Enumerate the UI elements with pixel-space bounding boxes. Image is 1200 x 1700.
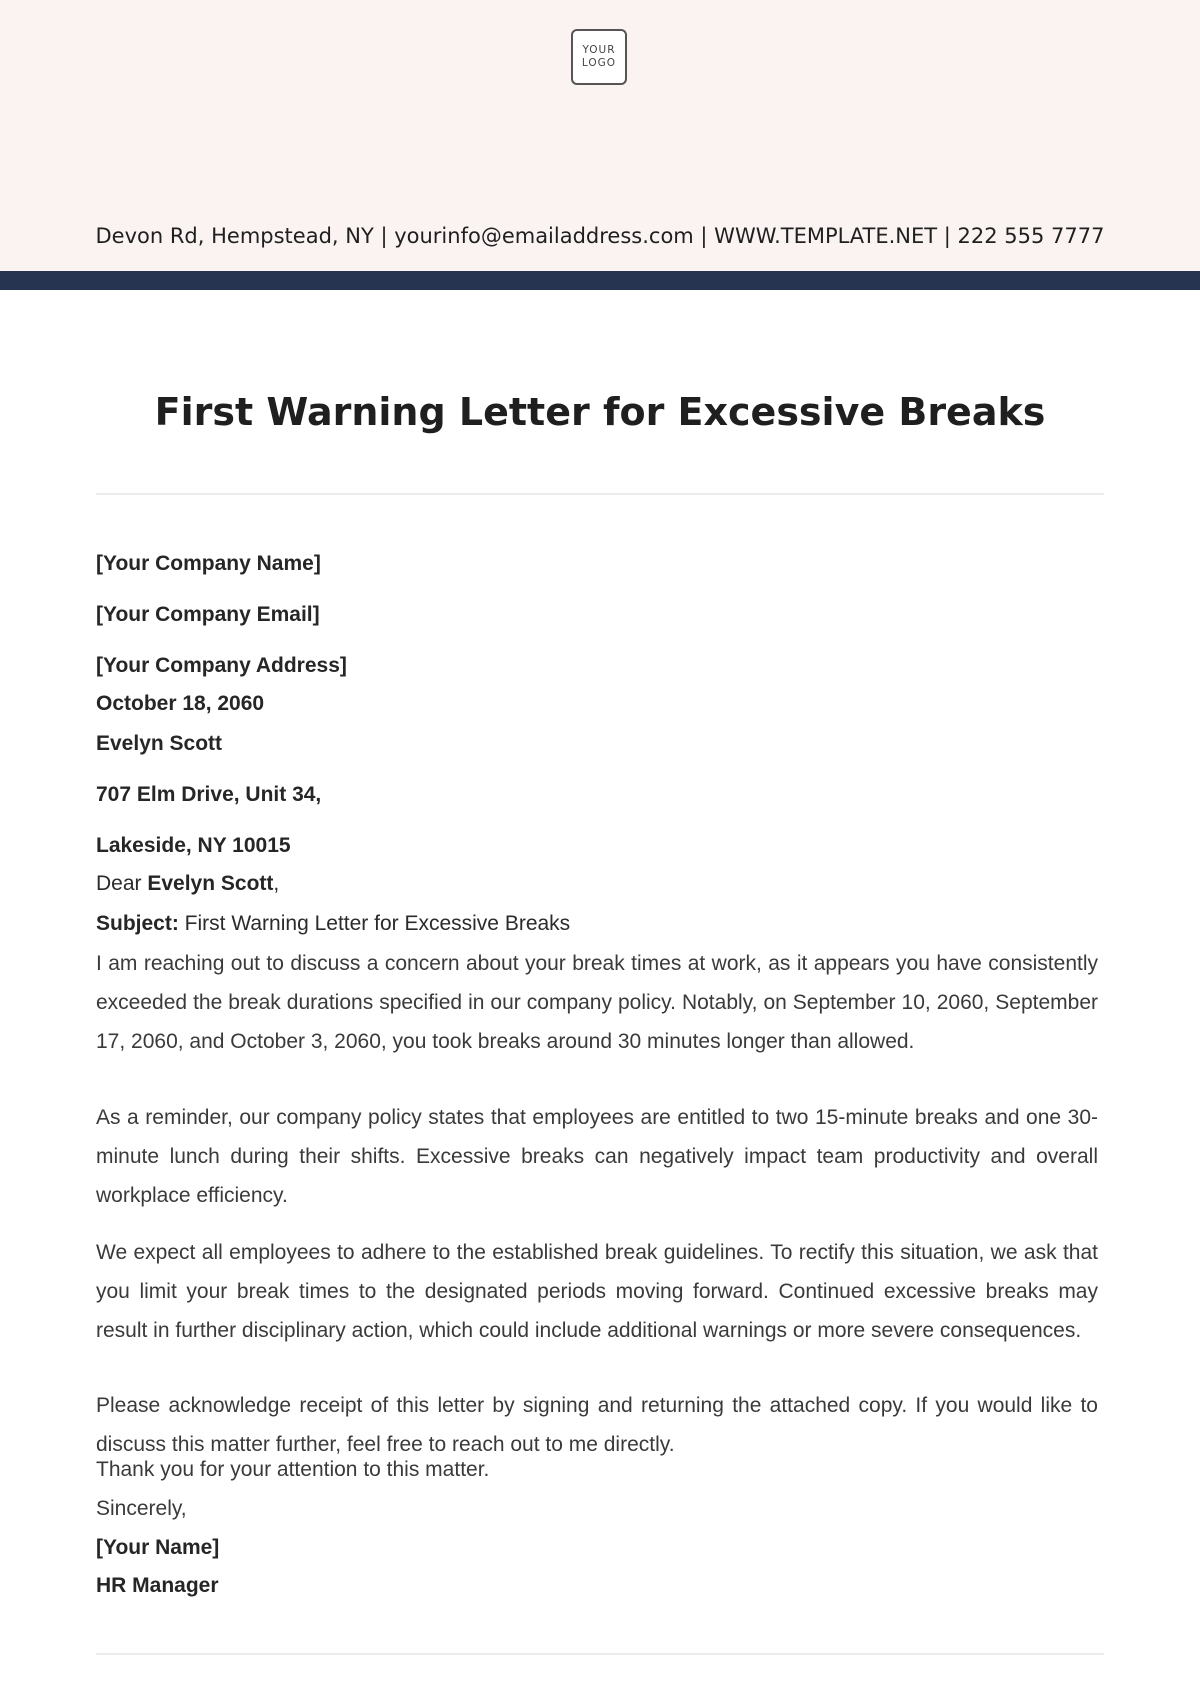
body-paragraph-4: Please acknowledge receipt of this letter by signing and returning the attached copy. If you would like to discuss this matter further, feel free to reach out to me directly. <box>96 1394 1098 1456</box>
greeting <box>96 871 279 897</box>
company-email: [Your Company Email] <box>96 603 320 626</box>
divider-top <box>96 493 1104 495</box>
subject-label: Subject: <box>96 912 179 935</box>
closing-thanks: Thank you for your attention to this matter. <box>96 1458 490 1481</box>
recipient-name: Evelyn Scott <box>96 732 223 755</box>
greeting-suffix: , <box>273 872 280 895</box>
signer-name: [Your Name] <box>96 1536 220 1559</box>
company-address: [Your Company Address] <box>96 654 347 677</box>
recipient-address-line2: Lakeside, NY 10015 <box>96 834 291 857</box>
logo-text-line2: LOGO <box>581 57 617 69</box>
subject-line <box>96 911 570 937</box>
closing-signoff: Sincerely, <box>96 1497 187 1520</box>
company-name: [Your Company Name] <box>96 552 321 575</box>
signer-role: HR Manager <box>96 1574 219 1597</box>
contact-info: Devon Rd, Hempstead, NY | yourinfo@emailaddress.com | WWW.TEMPLATE.NET | 222 555 7777 <box>95 224 1105 248</box>
subject-text: First Warning Letter for Excessive Breaks <box>178 912 571 935</box>
greeting-name: Evelyn Scott <box>147 872 274 895</box>
letter-date: October 18, 2060 <box>96 692 265 715</box>
body-paragraph-2: As a reminder, our company policy states that employees are entitled to two 15-minute breaks and one 30-minute lunch during their shifts. Excessive breaks can negatively impact team productivity and overall workplace efficiency. <box>96 1106 1098 1207</box>
letterhead <box>0 0 1200 271</box>
body-paragraph-1: I am reaching out to discuss a concern about your break times at work, as it appears you have consistently exceeded the break durations specified in our company policy. Notably, on September 10, 2060, September 17, 2060, and October 3, 2060, you took breaks around 30 minutes longer than allowed. <box>96 952 1098 1053</box>
logo-placeholder <box>571 29 627 85</box>
body-paragraph-3: We expect all employees to adhere to the established break guidelines. To rectify this situation, we ask that you limit your break times to the designated periods moving forward. Continued excessive breaks may result in further disciplinary action, which could include additional warnings or more severe consequences. <box>96 1241 1098 1342</box>
document-title: First Warning Letter for Excessive Breaks <box>154 390 1046 434</box>
header-accent-bar <box>0 271 1200 290</box>
greeting-prefix: Dear <box>96 872 148 895</box>
logo-text-line1: YOUR <box>582 44 616 56</box>
recipient-address-line1: 707 Elm Drive, Unit 34, <box>96 783 322 806</box>
divider-bottom <box>96 1653 1104 1655</box>
